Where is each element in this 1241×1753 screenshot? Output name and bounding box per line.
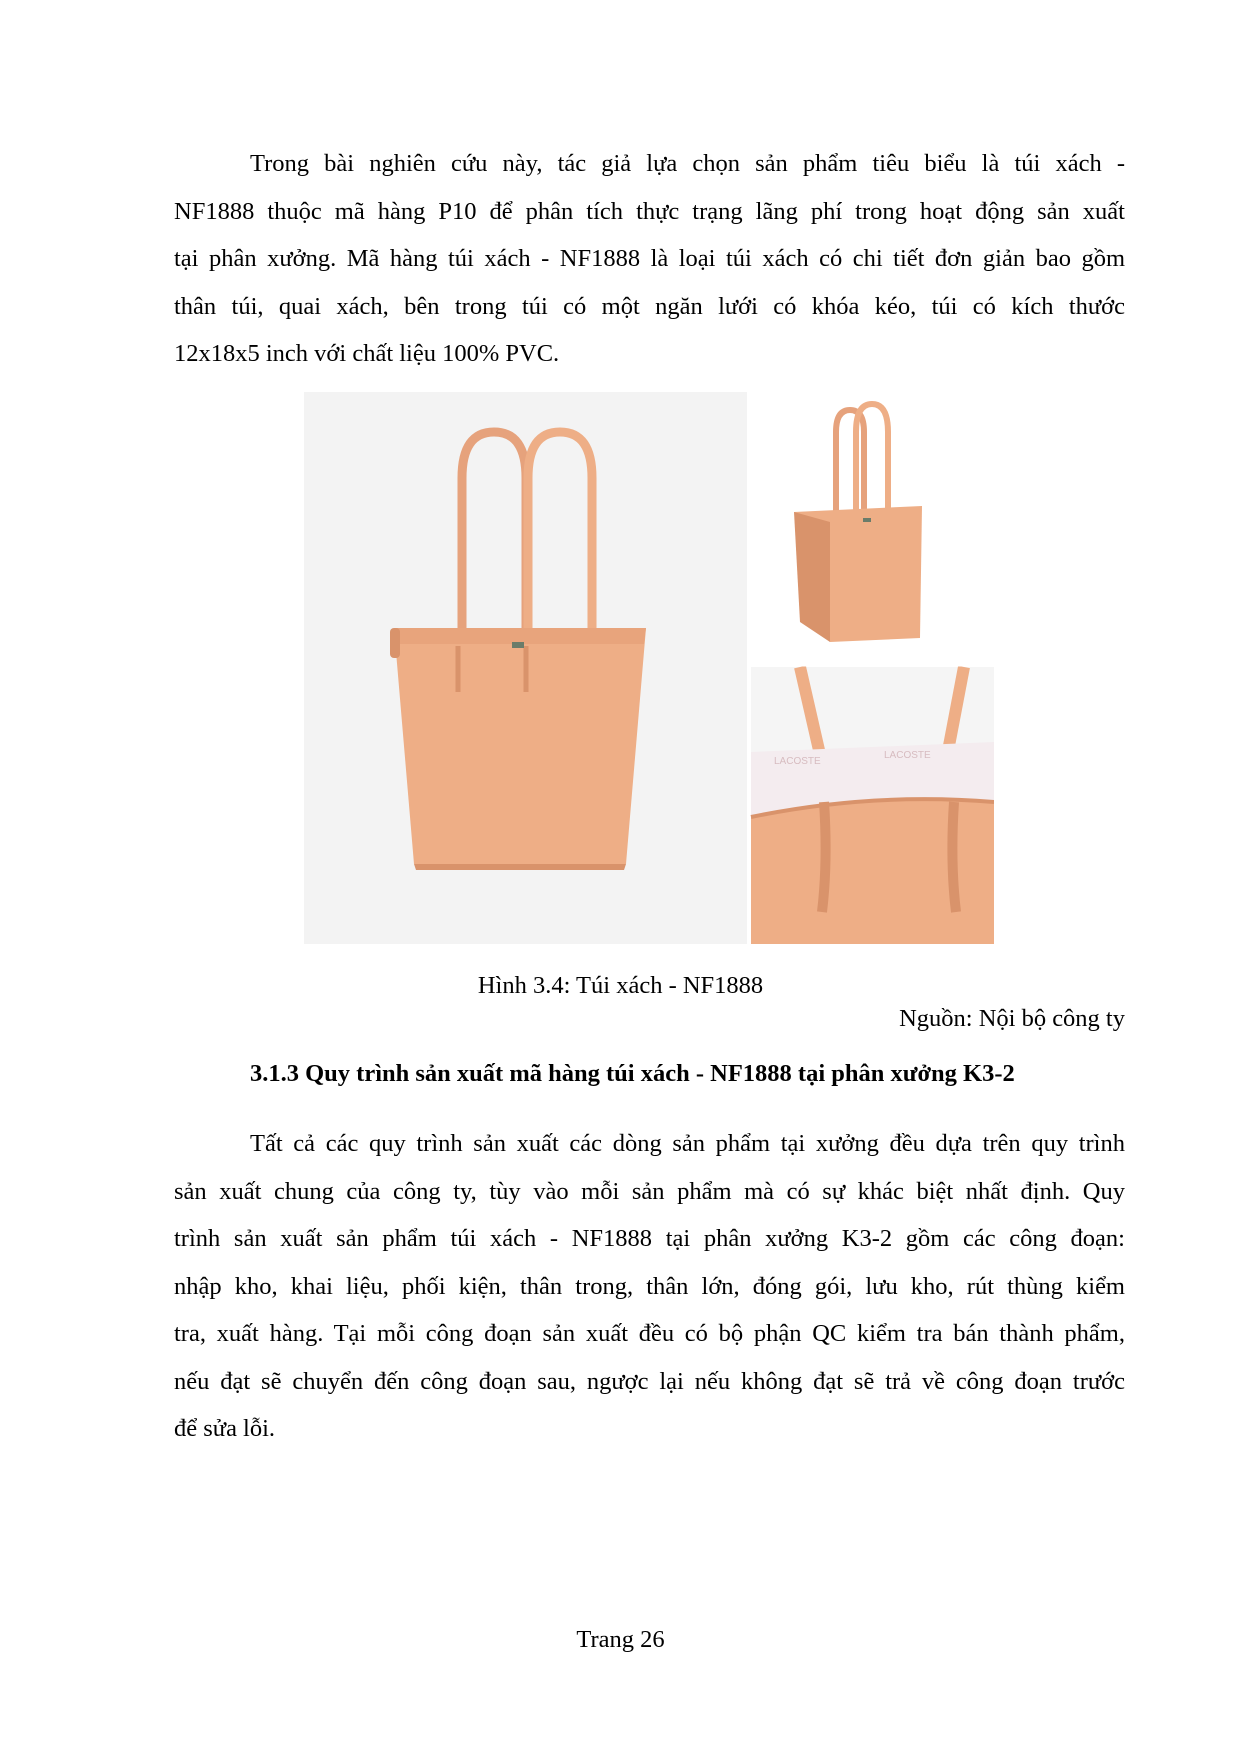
- text-line: để sửa lỗi.: [174, 1415, 276, 1442]
- text-line: tra, xuất hàng. Tại mỗi công đoạn sản xuất đều có bộ phận QC kiểm tra bán thành phẩm,: [174, 1320, 1125, 1347]
- text-line: nếu đạt sẽ chuyển đến công đoạn sau, ngược lại nếu không đạt sẽ trả về công đoạn trước: [174, 1367, 1125, 1395]
- text-line: thân túi, quai xách, bên trong túi có một ngăn lưới có khóa kéo, túi có kích thước: [174, 292, 1125, 320]
- text-line: NF1888 thuộc mã hàng P10 để phân tích thực trạng lãng phí trong hoạt động sản xuất: [174, 197, 1125, 225]
- text-line: Trong bài nghiên cứu này, tác giả lựa chọn sản phẩm tiêu biểu là túi xách -: [250, 150, 1125, 177]
- logo-icon: [512, 642, 524, 648]
- logo-icon: [863, 518, 871, 522]
- section-heading: 3.1.3 Quy trình sản xuất mã hàng túi xách - NF1888 tại phân xưởng K3-2: [250, 1060, 1015, 1087]
- process-paragraph: [174, 1120, 1125, 1453]
- figure-bag-photos: [304, 392, 994, 944]
- text-line: trình sản xuất sản phẩm túi xách - NF1888 tại phân xưởng K3-2 gồm các công đoạn:: [174, 1225, 1125, 1252]
- intro-paragraph: [174, 140, 1125, 378]
- text-line: nhập kho, khai liệu, phối kiện, thân trong, thân lớn, đóng gói, lưu kho, rút thùng kiểm: [174, 1272, 1125, 1300]
- text-line: 12x18x5 inch với chất liệu 100% PVC.: [174, 340, 560, 367]
- figure-source: Nguồn: Nội bộ công ty: [899, 1005, 1125, 1032]
- bag-photo-collage: [304, 392, 994, 944]
- text-line: tại phân xưởng. Mã hàng túi xách - NF1888 là loại túi xách có chi tiết đơn giản bao gồm: [174, 245, 1125, 272]
- text-line: Tất cả các quy trình sản xuất các dòng sản phẩm tại xưởng đều dựa trên quy trình: [250, 1130, 1125, 1157]
- figure-caption: Hình 3.4: Túi xách - NF1888: [477, 972, 764, 999]
- lining-print-text: LACOSTE: [884, 750, 931, 761]
- page-number: Trang 26: [576, 1626, 665, 1653]
- lining-print-text: LACOSTE: [774, 756, 821, 767]
- text-line: sản xuất chung của công ty, tùy vào mỗi sản phẩm mà có sự khác biệt nhất định. Quy: [174, 1177, 1125, 1205]
